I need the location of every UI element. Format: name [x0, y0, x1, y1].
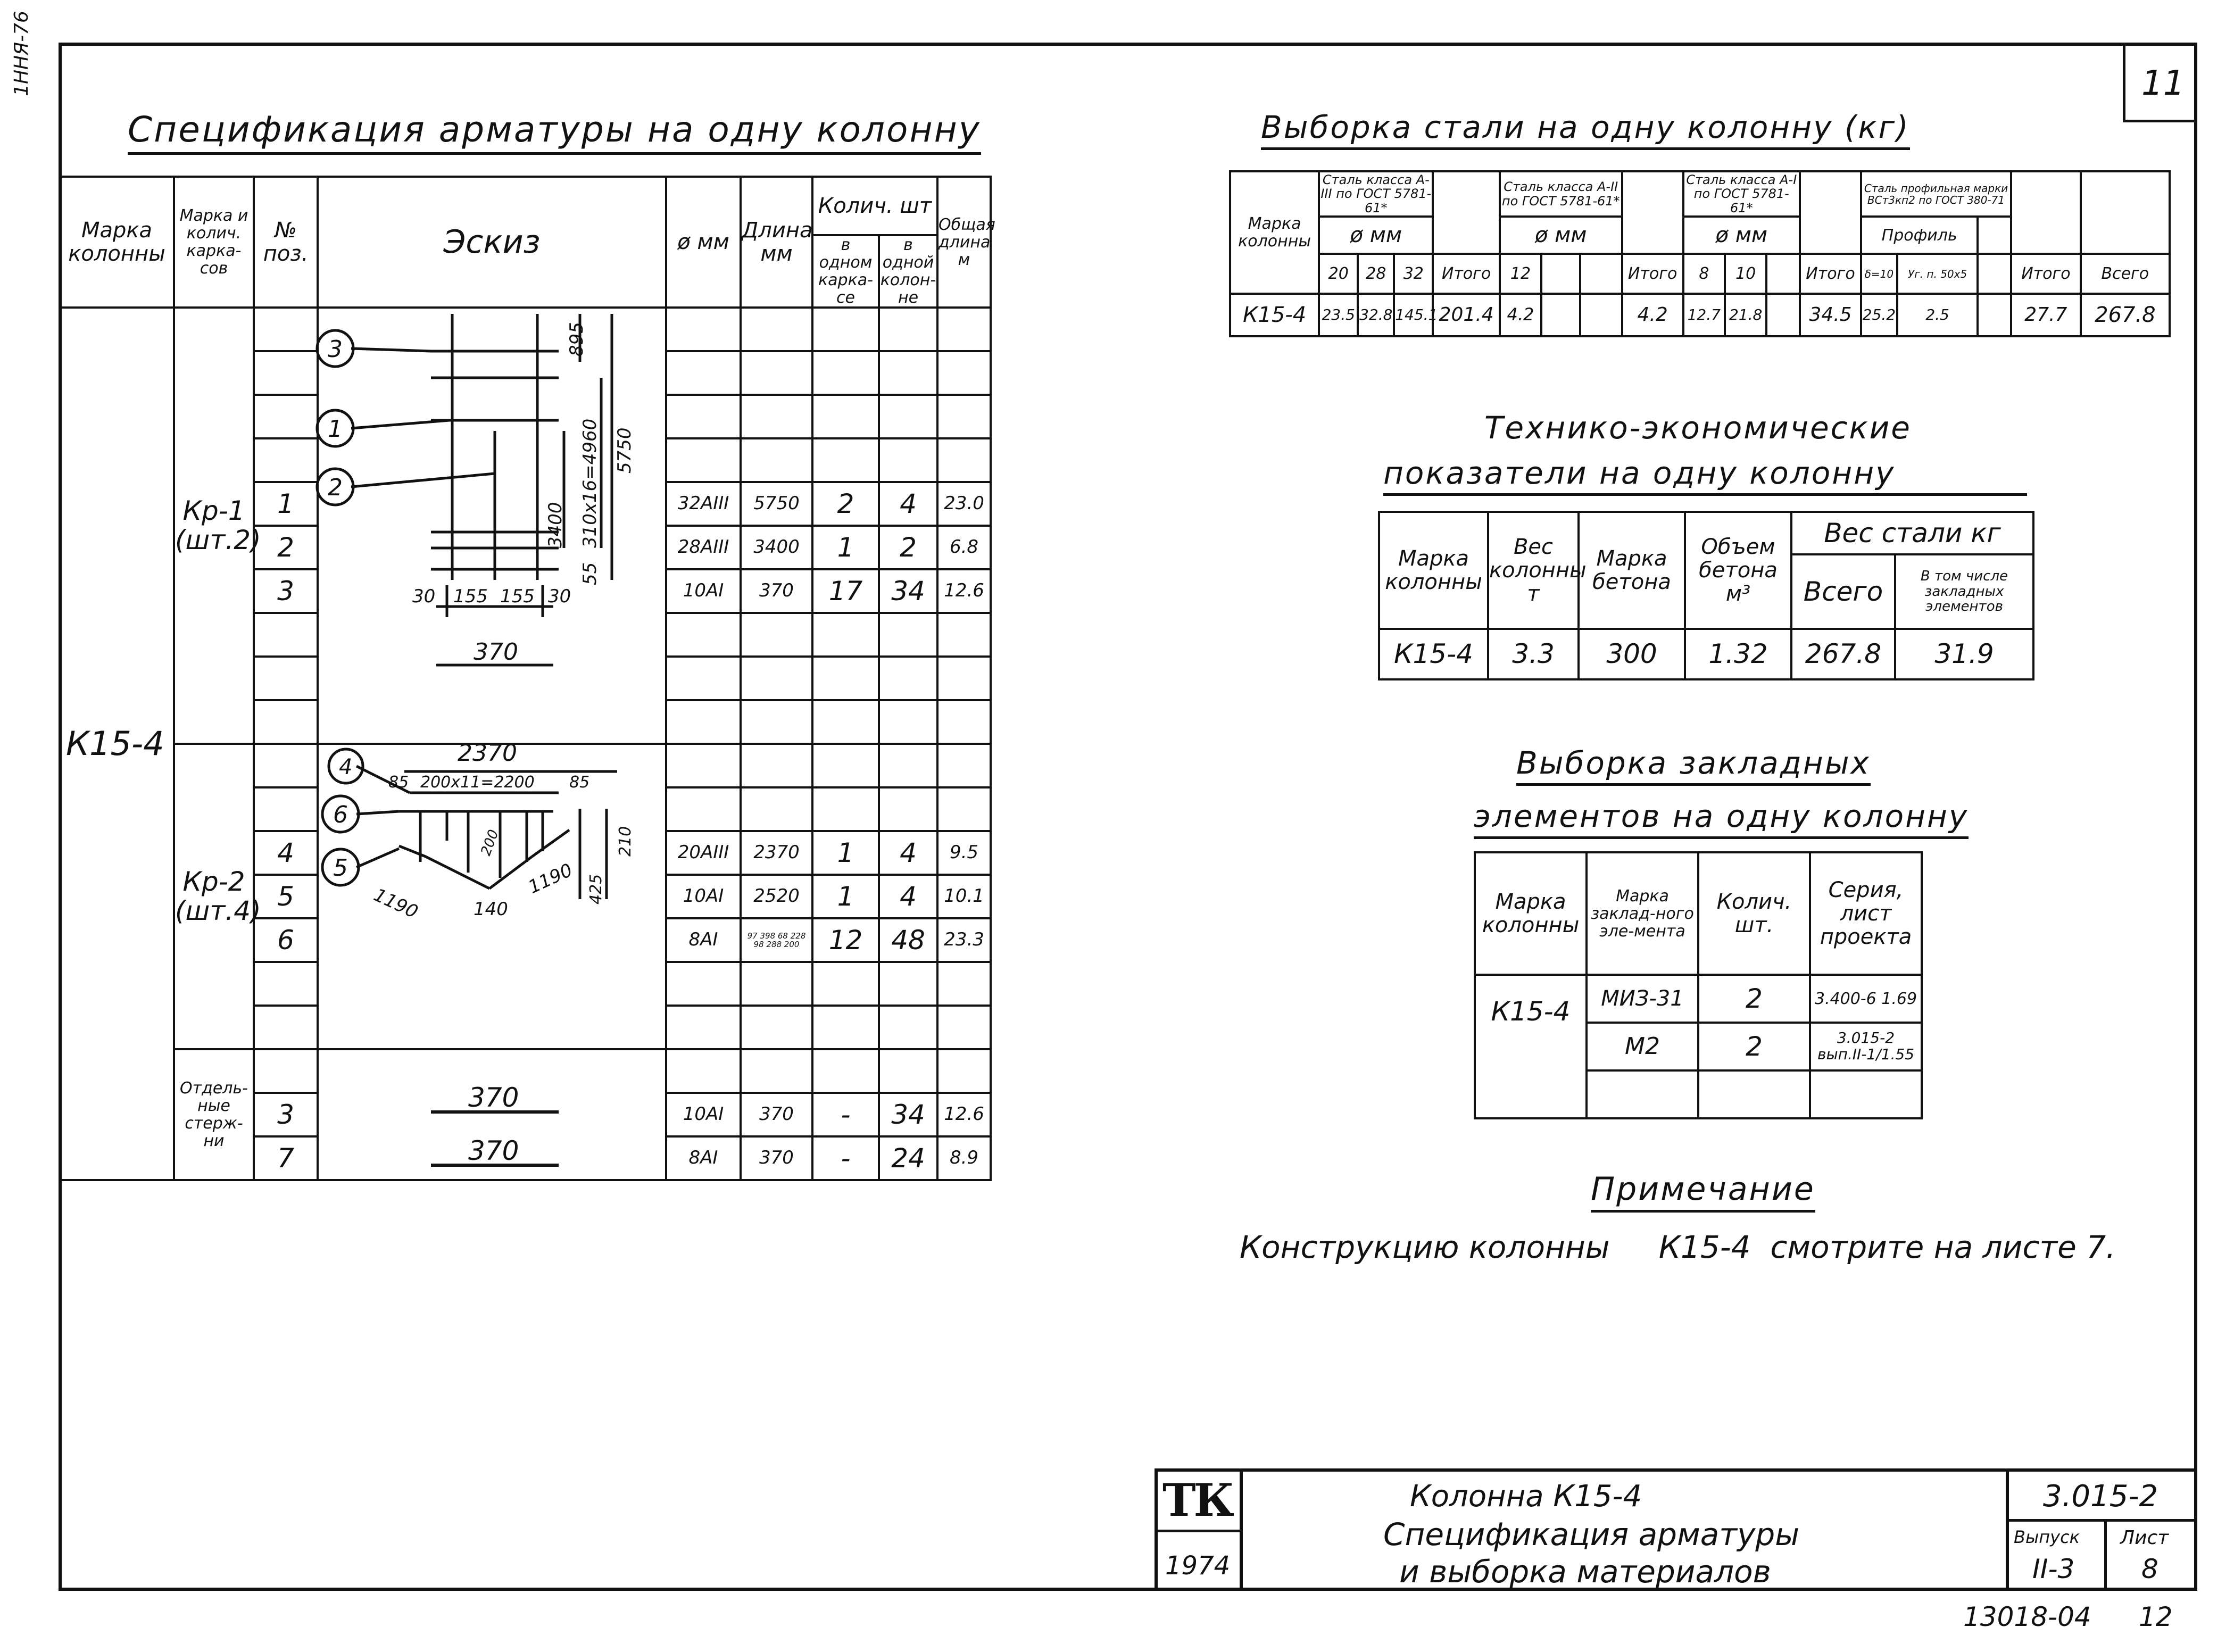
spec-len: 97 398 68 228 98 288 200	[741, 918, 812, 962]
sketch2-dim-2370: 2370	[458, 740, 517, 767]
spec-total: 6.8	[937, 526, 991, 569]
steel-h-p1: δ=10	[1861, 254, 1897, 294]
spec-qty-col: 34	[879, 569, 937, 613]
spec-dia: 10АI	[666, 1093, 741, 1136]
corner-sheet-number: 11	[2141, 64, 2185, 103]
spec-dia: 10АI	[666, 569, 741, 613]
steel-val: 4.2	[1500, 294, 1541, 336]
spec-pos: 7	[254, 1136, 318, 1180]
steel-h-a2: Сталь класса А-II по ГОСТ 5781-61*	[1500, 171, 1622, 217]
spec-h-qty-col: в одной колон-не	[879, 235, 937, 308]
steel-val: 145.1	[1394, 294, 1433, 336]
spec-len: 2370	[741, 831, 812, 875]
steel-h-d10: 10	[1725, 254, 1766, 294]
spec-total: 9.5	[937, 831, 991, 875]
tech-row-mark: К15-4	[1379, 629, 1488, 679]
spec-qty-col: 2	[879, 526, 937, 569]
spec-pos: 1	[254, 482, 318, 526]
spec-qty-cage: -	[812, 1136, 879, 1180]
embed-column-mark: К15-4	[1475, 975, 1587, 1118]
spec-h-qty-cage: в одном карка-се	[812, 235, 879, 308]
steel-h-dia: ø мм	[1683, 217, 1800, 254]
steel-h-dia: ø мм	[1319, 217, 1433, 254]
spec-dia: 28АIII	[666, 526, 741, 569]
tech-table	[1378, 511, 2034, 680]
sketch2-dim-210: 210	[616, 826, 635, 857]
embed-title-2: элементов на одну колонну	[1474, 798, 1969, 839]
spec-qty-col: 34	[879, 1093, 937, 1136]
steel-val: 12.7	[1683, 294, 1725, 336]
tech-h-concrete: Марка бетона	[1579, 512, 1685, 629]
spec-total: 23.3	[937, 918, 991, 962]
tech-row-total: 267.8	[1791, 629, 1895, 679]
spec-qty-col: 4	[879, 482, 937, 526]
sketch3-dim-a: 370	[468, 1082, 519, 1113]
spec-h-pos: № поз.	[254, 177, 318, 308]
footer-code: 13018-04	[1963, 1601, 2091, 1632]
embed-title-1: Выборка закладных	[1516, 745, 1871, 786]
spec-qty-cage: 12	[812, 918, 879, 962]
spec-qty-cage: 1	[812, 526, 879, 569]
tech-h-total: Всего	[1791, 554, 1895, 629]
spec-pos: 3	[254, 1093, 318, 1136]
sketch1-dim-155b: 155	[500, 586, 535, 607]
stamp-issue: II-3	[2032, 1554, 2075, 1584]
sketch2-bubble-6: 6	[333, 801, 348, 828]
cage-kr2-sketch	[319, 734, 660, 1000]
tech-title-2: показатели на одну колонну	[1383, 455, 2027, 496]
steel-h-d20: 20	[1319, 254, 1358, 294]
steel-table	[1229, 170, 2171, 337]
spec-total: 8.9	[937, 1136, 991, 1180]
spec-len: 370	[741, 1136, 812, 1180]
sketch1-dim-370: 370	[474, 638, 518, 666]
steel-itogo: 4.2	[1622, 294, 1683, 336]
spec-qty-cage: 1	[812, 875, 879, 918]
steel-h-d8: 8	[1683, 254, 1725, 294]
stamp-line-2: Спецификация арматуры	[1383, 1516, 1800, 1553]
spec-h-cage-mark: Марка и колич. карка-сов	[174, 177, 254, 308]
steel-h-prof: Сталь профильная марки ВСт3кп2 по ГОСТ 380-71	[1861, 171, 2011, 217]
note-text: Конструкцию колонны К15-4 смотрите на листе 7.	[1240, 1229, 2116, 1265]
steel-val: 21.8	[1725, 294, 1766, 336]
steel-val: 23.5	[1319, 294, 1358, 336]
steel-itogo: 27.7	[2011, 294, 2081, 336]
stamp-sheet: 8	[2141, 1554, 2158, 1584]
embed-h-series: Серия, лист проекта	[1810, 852, 1922, 975]
spec-h-dia: ø мм	[666, 177, 741, 308]
spec-qty-cage: 17	[812, 569, 879, 613]
stamp-line-3: и выборка материалов	[1399, 1554, 1771, 1590]
spec-total: 12.6	[937, 569, 991, 613]
steel-total: 267.8	[2081, 294, 2170, 336]
steel-itogo: 34.5	[1800, 294, 1861, 336]
stamp-h-issue: Выпуск	[2014, 1527, 2080, 1547]
title-block-series-line	[2006, 1519, 2197, 1522]
steel-h-mark: Марка колонны	[1230, 171, 1319, 294]
sketch1-dim-30a: 30	[412, 586, 436, 607]
sketch2-dim-1190b: 1190	[525, 859, 576, 899]
spec-h-col-mark: Марка колонны	[60, 177, 174, 308]
spec-total: 23.0	[937, 482, 991, 526]
sketch1-dim-895: 895	[566, 322, 587, 356]
spec-pos: 3	[254, 569, 318, 613]
spec-pos: 5	[254, 875, 318, 918]
sketch2-dim-85b: 85	[569, 773, 590, 792]
steel-h-a1: Сталь класса А-I по ГОСТ 5781-61*	[1683, 171, 1800, 217]
spec-dia: 8АI	[666, 1136, 741, 1180]
sketch2-dim-1190a: 1190	[370, 884, 421, 923]
sketch1-bubble-2: 2	[328, 474, 343, 501]
stamp-h-sheet: Лист	[2120, 1527, 2169, 1549]
sketch1-bubble-1: 1	[328, 416, 343, 443]
spec-len: 370	[741, 569, 812, 613]
spec-qty-col: 4	[879, 831, 937, 875]
steel-h-d12: 12	[1500, 254, 1541, 294]
stamp-year: 1974	[1165, 1551, 1231, 1581]
tech-row-volume: 1.32	[1685, 629, 1791, 679]
embed-h-element: Марка заклад-ного эле-мента	[1587, 852, 1698, 975]
steel-itogo: 201.4	[1433, 294, 1499, 336]
spec-len: 370	[741, 1093, 812, 1136]
spec-pos: 6	[254, 918, 318, 962]
spec-qty-col: 24	[879, 1136, 937, 1180]
sketch2-bubble-5: 5	[333, 854, 348, 882]
steel-title: Выборка стали на одну колонну (кг)	[1261, 109, 1910, 150]
sketch3-dim-b: 370	[468, 1135, 519, 1166]
spec-len: 3400	[741, 526, 812, 569]
spec-dia: 10АI	[666, 875, 741, 918]
steel-h-dia: ø мм	[1500, 217, 1622, 254]
stamp-line-1: Колонна К15-4	[1410, 1479, 1642, 1514]
title-block-logo-divider	[1155, 1530, 1240, 1532]
tech-row-weight: 3.3	[1488, 629, 1579, 679]
embed-element: МИЗ-31	[1587, 975, 1698, 1023]
stamp-series: 3.015-2	[2043, 1479, 2158, 1514]
sketch1-dim-3400: 3400	[545, 502, 566, 548]
spec-dia: 8АI	[666, 918, 741, 962]
title-block-divider-right	[2006, 1468, 2009, 1591]
footer-page: 12	[2139, 1601, 2173, 1632]
spec-qty-cage: 2	[812, 482, 879, 526]
spec-h-qty: Колич. шт	[812, 177, 937, 235]
embed-h-mark: Марка колонны	[1475, 852, 1587, 975]
spec-qty-cage: -	[812, 1093, 879, 1136]
spec-group3-mark: Отдель-ные стерж-ни	[174, 1049, 254, 1180]
separate-bars-sketch	[415, 1075, 575, 1181]
spec-group1-mark: Кр-1 (шт.2)	[174, 308, 254, 744]
sketch1-dim-30b: 30	[548, 586, 571, 607]
embed-series: 3.015-2 вып.II-1/1.55	[1810, 1023, 1922, 1070]
spec-h-total-len: Общая длина м	[937, 177, 991, 308]
spec-len: 5750	[741, 482, 812, 526]
sketch2-dim-200: 200	[478, 827, 502, 858]
spec-group2-mark: Кр-2 (шт.4)	[174, 744, 254, 1049]
embed-element: М2	[1587, 1023, 1698, 1070]
steel-h-d32: 32	[1394, 254, 1433, 294]
title-block-issue-divider	[2104, 1522, 2107, 1591]
spec-h-length: Длина мм	[741, 177, 812, 308]
embed-qty: 2	[1698, 1023, 1810, 1070]
sketch2-dim-85a: 85	[388, 773, 409, 792]
spec-pos: 4	[254, 831, 318, 875]
steel-h-itogo: Итого	[1433, 254, 1499, 294]
tech-h-emb: В том числе закладных элементов	[1895, 554, 2033, 629]
spec-pos: 2	[254, 526, 318, 569]
spec-total: 10.1	[937, 875, 991, 918]
spec-total: 12.6	[937, 1093, 991, 1136]
sketch1-bubble-3: 3	[328, 336, 343, 363]
tech-h-mark: Марка колонны	[1379, 512, 1488, 629]
embed-table	[1474, 851, 1923, 1119]
steel-row-mark: К15-4	[1230, 294, 1319, 336]
spec-qty-col: 4	[879, 875, 937, 918]
sketch1-dim-5750: 5750	[614, 427, 635, 474]
sketch2-dim-2200: 200x11=2200	[420, 773, 535, 792]
steel-h-a3: Сталь класса А-III по ГОСТ 5781-61*	[1319, 171, 1433, 217]
steel-h-d28: 28	[1358, 254, 1394, 294]
tech-row-emb: 31.9	[1895, 629, 2033, 679]
tech-row-concrete: 300	[1579, 629, 1685, 679]
steel-h-vsego: Всего	[2081, 254, 2170, 294]
steel-h-profile: Профиль	[1861, 217, 1978, 254]
tech-h-weight: Вес колонны т	[1488, 512, 1579, 629]
embed-qty: 2	[1698, 975, 1810, 1023]
spec-title: Спецификация арматуры на одну колонну	[128, 109, 981, 155]
tech-h-steel: Вес стали кг	[1791, 512, 2033, 554]
sketch1-dim-155a: 155	[453, 586, 488, 607]
steel-val: 25.2	[1861, 294, 1897, 336]
sketch2-dim-425: 425	[587, 874, 605, 904]
spec-h-sketch: Эскиз	[318, 177, 666, 308]
embed-h-qty: Колич. шт.	[1698, 852, 1810, 975]
steel-val: 32.8	[1358, 294, 1394, 336]
cage-kr1-sketch	[314, 298, 654, 702]
spec-dia: 32АIII	[666, 482, 741, 526]
spec-column-mark: К15-4	[60, 308, 174, 1180]
spec-dia: 20АIII	[666, 831, 741, 875]
tech-title-1: Технико-экономические	[1484, 410, 1912, 446]
steel-val: 2.5	[1897, 294, 1978, 336]
tech-h-volume: Объем бетона м³	[1685, 512, 1791, 629]
sketch1-dim-4960: 310x16=4960	[579, 418, 601, 548]
tk-logo: ТК	[1162, 1474, 1232, 1526]
steel-h-p2: Уг. п. 50x5	[1897, 254, 1978, 294]
embed-series: 3.400-6 1.69	[1810, 975, 1922, 1023]
side-code: 1ННЯ-76	[10, 11, 32, 96]
steel-h-itogo: Итого	[2011, 254, 2081, 294]
steel-h-itogo: Итого	[1622, 254, 1683, 294]
steel-h-itogo: Итого	[1800, 254, 1861, 294]
spec-qty-col: 48	[879, 918, 937, 962]
spec-qty-cage: 1	[812, 831, 879, 875]
note-title: Примечание	[1591, 1170, 1815, 1213]
spec-len: 2520	[741, 875, 812, 918]
title-block-divider-left	[1240, 1468, 1243, 1591]
sketch2-dim-140: 140	[474, 899, 508, 920]
sketch1-dim-55: 55	[579, 562, 601, 585]
sketch2-bubble-4: 4	[339, 755, 353, 779]
